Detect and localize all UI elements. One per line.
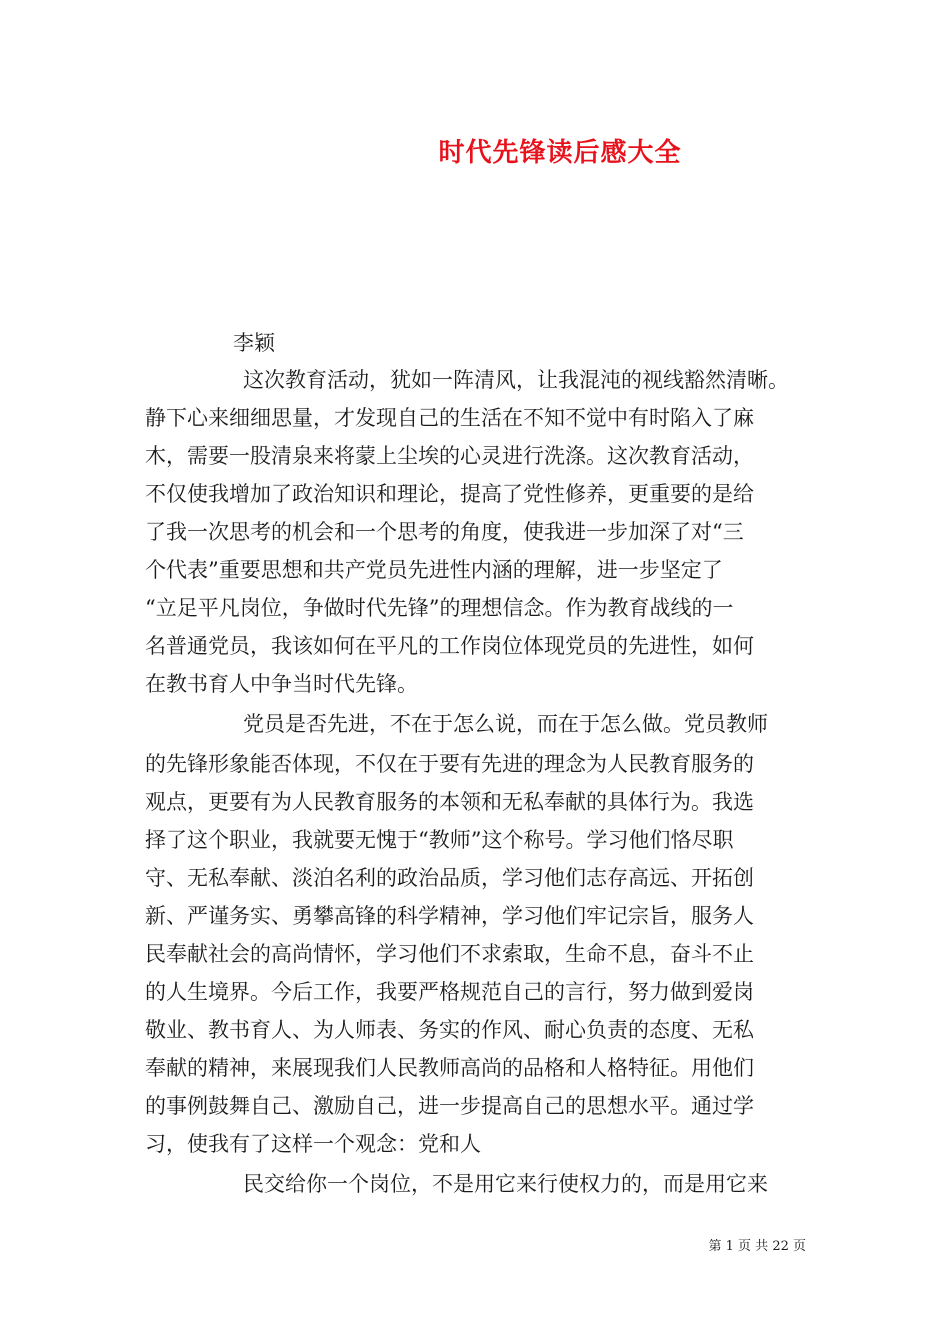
paragraph-line: 的先锋形象能否体现，不仅在于要有先进的理念为人民教育服务的: [145, 752, 754, 776]
paragraph-line: 的事例鼓舞自己、激励自己，进一步提高自己的思想水平。通过学: [145, 1094, 754, 1118]
document-title: 时代先锋读后感大全: [438, 138, 682, 168]
paragraph-line: 了我一次思考的机会和一个思考的角度，使我进一步加深了对“三: [145, 520, 744, 544]
paragraph-line: 木，需要一股清泉来将蒙上尘埃的心灵进行洗涤。这次教育活动，: [145, 444, 754, 468]
paragraph-line: 新、严谨务实、勇攀高锋的科学精神，学习他们牢记宗旨，服务人: [145, 904, 754, 928]
paragraph-line: 习，使我有了这样一个观念：党和人: [145, 1132, 481, 1156]
paragraph-line: 奉献的精神，来展现我们人民教师高尚的品格和人格特征。用他们: [145, 1056, 754, 1080]
paragraph-line: 观点，更要有为人民教育服务的本领和无私奉献的具体行为。我选: [145, 790, 754, 814]
body-text: [145, 361, 810, 1205]
author-name: 李颖: [233, 331, 275, 355]
paragraph-line: 民交给你一个岗位，不是用它来行使权力的，而是用它来: [243, 1172, 768, 1196]
paragraph-line: 名普通党员，我该如何在平凡的工作岗位体现党员的先进性，如何: [145, 634, 754, 658]
page-number-footer: 第 1 页 共 22 页: [708, 1239, 806, 1254]
paragraph-line: 党员是否先进，不在于怎么说，而在于怎么做。党员教师: [243, 712, 768, 736]
paragraph-line: 静下心来细细思量，才发现自己的生活在不知不觉中有时陷入了麻: [145, 406, 754, 430]
paragraph-line: 在教书育人中争当时代先锋。: [145, 672, 418, 696]
paragraph-line: 民奉献社会的高尚情怀，学习他们不求索取，生命不息，奋斗不止: [145, 942, 754, 966]
paragraph-line: “立足平凡岗位，争做时代先锋”的理想信念。作为教育战线的一: [145, 596, 734, 620]
paragraph-line: 敬业、教书育人、为人师表、务实的作风、耐心负责的态度、无私: [145, 1018, 754, 1042]
paragraph-line: 择了这个职业，我就要无愧于“教师”这个称号。学习他们恪尽职: [145, 828, 734, 852]
paragraph-line: 守、无私奉献、淡泊名利的政治品质，学习他们志存高远、开拓创: [145, 866, 754, 890]
paragraph-line: 不仅使我增加了政治知识和理论，提高了党性修养，更重要的是给: [145, 482, 754, 506]
paragraph-line: 的人生境界。今后工作，我要严格规范自己的言行，努力做到爱岗: [145, 980, 754, 1004]
paragraph-line: 这次教育活动，犹如一阵清风，让我混沌的视线豁然清晰。: [243, 368, 789, 392]
paragraph-line: 个代表”重要思想和共产党员先进性内涵的理解，进一步坚定了: [145, 558, 723, 582]
